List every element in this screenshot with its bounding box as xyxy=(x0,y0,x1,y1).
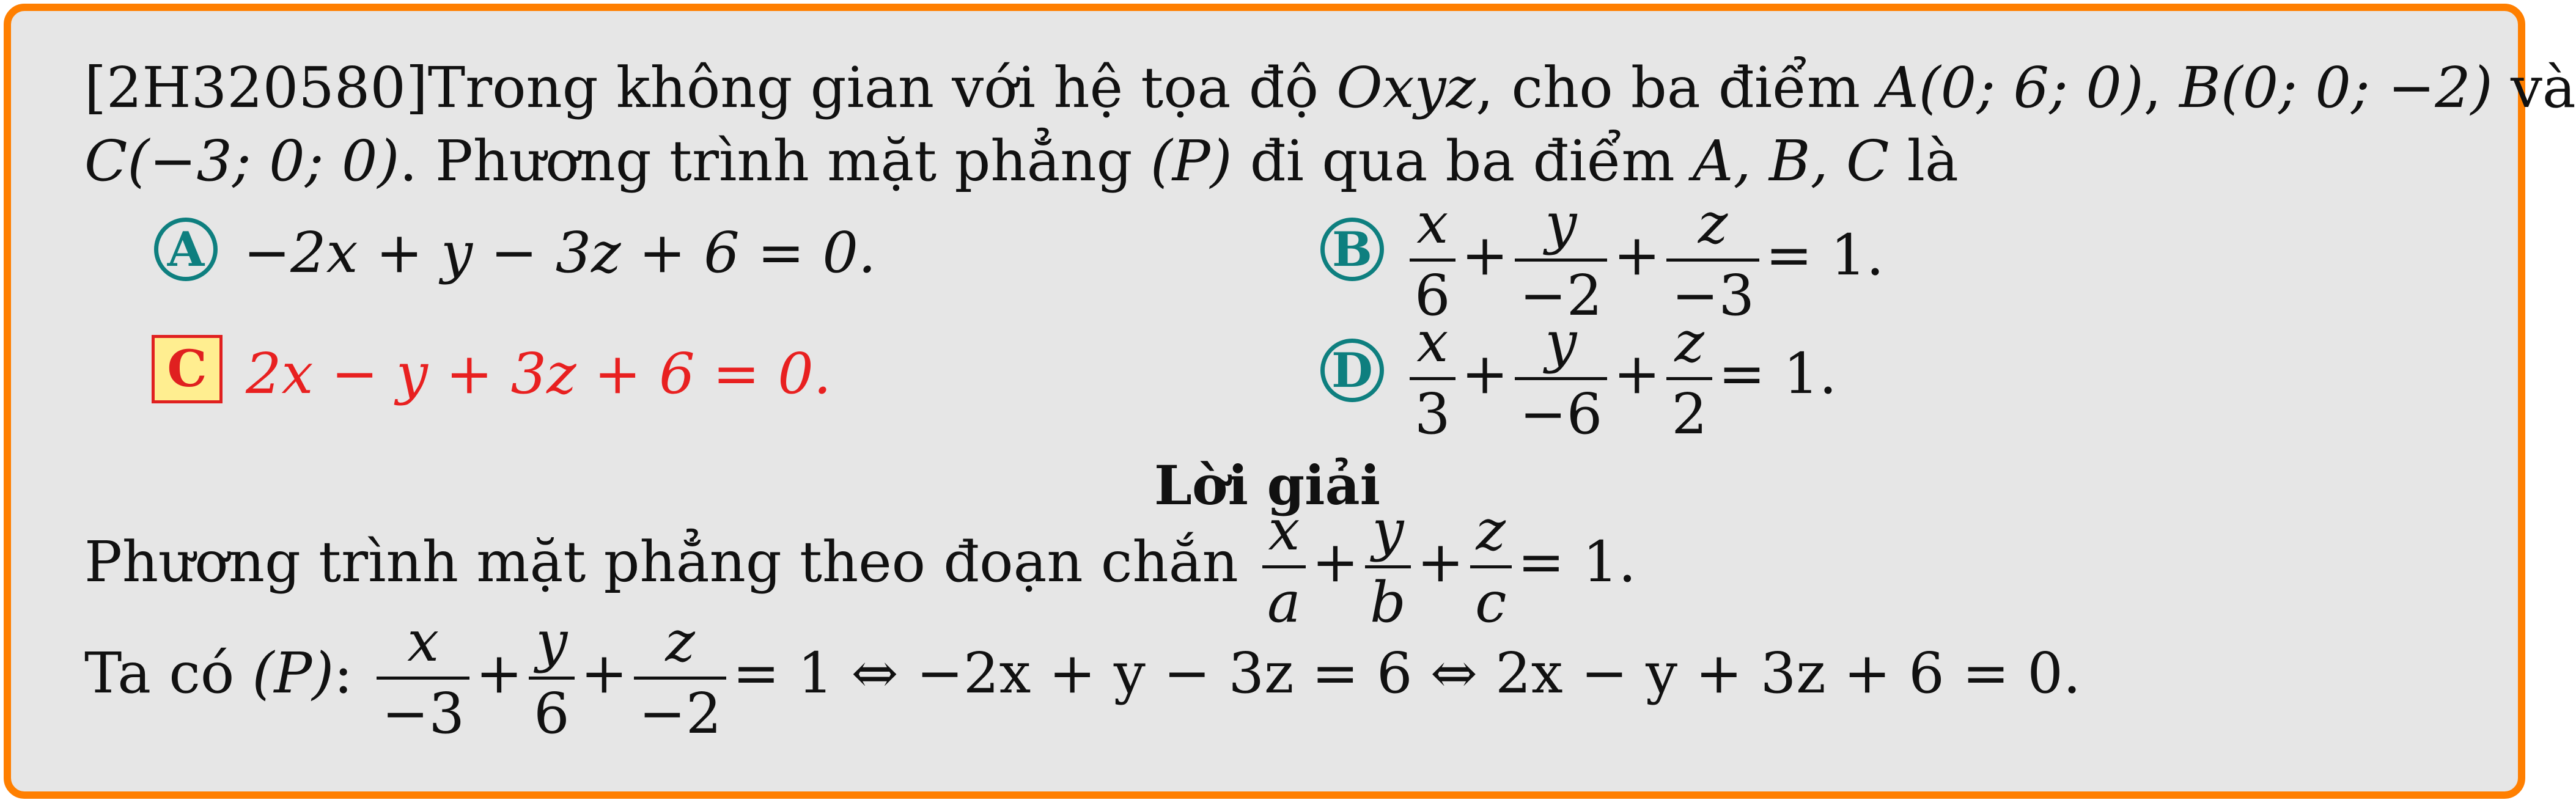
option-d-label[interactable]: D xyxy=(1320,339,1384,402)
equation-rhs: = 1. xyxy=(1765,222,1885,288)
option-b-expression xyxy=(1404,191,1885,328)
fraction: x a xyxy=(1262,501,1306,632)
solution-text: Ta có xyxy=(84,640,252,706)
plus-sign: + xyxy=(1461,341,1509,406)
plane-p: (P) xyxy=(1150,128,1232,194)
fraction: x 3 xyxy=(1410,313,1455,444)
plus-sign: + xyxy=(1613,341,1661,406)
solution-heading: Lời giải xyxy=(1154,453,1381,517)
equation-rhs: = 1. xyxy=(1517,529,1636,595)
fraction: z 2 xyxy=(1666,313,1712,444)
fraction: y −2 xyxy=(1515,194,1608,325)
plus-sign: + xyxy=(1461,222,1509,288)
plus-sign: + xyxy=(580,640,628,706)
equation-rhs: = 1 ⇔ −2x + y − 3z = 6 ⇔ 2x − y + 3z + 6 = 0. xyxy=(732,640,2081,706)
separator: , xyxy=(2143,55,2180,120)
option-b-label[interactable]: B xyxy=(1320,218,1384,281)
fraction: z −3 xyxy=(1666,194,1759,325)
fraction: y b xyxy=(1365,501,1411,632)
solution-line-2 xyxy=(84,609,2081,746)
problem-text: . Phương trình mặt phẳng xyxy=(399,128,1150,194)
option-c-expression: 2x − y + 3z + 6 = 0. xyxy=(246,341,832,406)
fraction: y −6 xyxy=(1515,313,1608,444)
point-a: A(0; 6; 0) xyxy=(1878,55,2144,120)
fraction: x −3 xyxy=(377,612,469,743)
option-d-expression xyxy=(1404,309,1838,447)
fraction: z c xyxy=(1470,501,1512,632)
plus-sign: + xyxy=(1416,529,1464,595)
problem-text: , cho ba điểm xyxy=(1476,55,1879,120)
plus-sign: + xyxy=(1311,529,1359,595)
coordinate-system: Oxyz xyxy=(1336,55,1476,120)
plane-p: (P) xyxy=(252,640,334,706)
point-b: B(0; 0; −2) xyxy=(2179,55,2493,120)
problem-text: là xyxy=(1889,128,1959,194)
problem-line-2 xyxy=(84,128,1959,194)
points-abc: A, B, C xyxy=(1692,128,1890,194)
option-a-expression: −2x + y − 3z + 6 = 0. xyxy=(243,220,877,285)
problem-code: [2H320580] xyxy=(84,55,428,120)
problem-text: đi qua ba điểm xyxy=(1232,128,1693,194)
point-c: C(−3; 0; 0) xyxy=(84,128,400,194)
solution-text: Phương trình mặt phẳng theo đoạn chắn xyxy=(84,529,1257,595)
problem-text: Trong không gian với hệ tọa độ xyxy=(427,55,1337,120)
option-c-label[interactable]: C xyxy=(152,335,223,403)
equation-rhs: = 1. xyxy=(1718,341,1838,406)
fraction: z −2 xyxy=(634,612,727,743)
solution-text: : xyxy=(334,640,371,706)
problem-line-1 xyxy=(84,55,2576,120)
fraction: x 6 xyxy=(1410,194,1455,325)
fraction: y 6 xyxy=(529,612,575,743)
option-a-label[interactable]: A xyxy=(154,218,218,281)
problem-text: và xyxy=(2492,55,2576,120)
plus-sign: + xyxy=(476,640,523,706)
plus-sign: + xyxy=(1613,222,1661,288)
